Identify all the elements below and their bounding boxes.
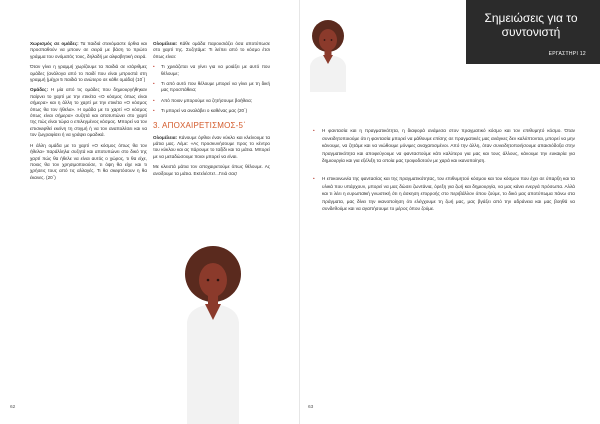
paragraph-line: Όταν γίνει η γραμμή χωρίζουμε τα παιδιά σε ισάριθμες ομάδες (ανάλογα από το παιδί που είναι μπροστά στη γραμμή (μέχρι 5 παιδιά το ανώτερο σε κάθε ομάδα) (10΄): [30, 64, 147, 83]
list-item: • Τι μπορεί να αναλάβει ο καθένας μας (20΄): [153, 108, 270, 114]
question-list: [153, 64, 270, 114]
closing-paragraph: Ολομέλεια: Κάνουμε όρθιοι έναν κύκλο και κλείνουμε τα μάτια μας. Λέμε: «Ας προσκυνήσουμε προς το κέντρο του κύκλου και ας πάρουμε το ταξίδι και τα μάτια. Μπορεί με να μεταδώσουμε ποιοι μπορεί να είναι.: [153, 134, 270, 159]
list-item: • Τι χρειάζεται να γίνει για να μοιάζει με αυτό που θέλουμε;: [153, 64, 270, 77]
closing-paragraph-2: Με κλειστά μάτια τον αποχαιρετούμε όπως θέλουμε. Ας ανοίξουμε τα μάτια. Εκτελέστε!...Γειά σας!: [153, 164, 270, 176]
page-number-left: 62: [10, 405, 16, 410]
paragraph-other-group: Η άλλη ομάδα με το χαρτί «Ο κόσμος όπως θα τον ήθελα» παράλληλα συζητά και αποτυπώνει στο δικό της χαρτί πώς θα ήθελε να είναι αυτός ο χώρος, τι θα είχε, ποιος θα τον χρησιμοποιούσε, τι όψη θα είχε και τι χρήσεις τους από τις αλλαγές. Τι θα σκεφτόσουν η θα έκανες. (20΄): [30, 142, 147, 180]
list-item: • Από ποιον μπορούμε να ζητήσουμε βοήθεια;: [153, 98, 270, 104]
person-illustration: [306, 16, 350, 92]
list-item: • Τι από αυτό που θέλουμε μπορεί να γίνει με τη δική μας προσπάθεια;: [153, 81, 270, 94]
workshop-label: ΕΡΓΑΣΤΗΡΙ 12: [548, 51, 586, 57]
notes-list: [313, 127, 575, 213]
banner-title: Σημειώσεις για το συντονιστή: [484, 11, 578, 39]
page-number-right: 63: [308, 405, 314, 410]
right-notes-column: [313, 127, 575, 223]
paragraph-grouping: Χωρισμός σε ομάδες: Τα παιδιά στεκόμαστε όρθια και προσπαθούν να μπουν σε σειρά με βάση το πρώτο γράμμα του ονόματός τους, δηλαδή με αλφαβητική σειρά.: [30, 41, 147, 59]
left-column-2: [153, 41, 270, 181]
page-gutter: [299, 0, 300, 424]
person-illustration: [177, 240, 249, 424]
list-item: • Η επικοινωνία της φαντασίας και της πραγματικότητας, του επιθυμητού κόσμου και του κόσμου που έχει σε ύπαρξη και τα υλικά που υπάρχουν, μπορεί να μας δώσει ζωντάνια, όρεξη για ζωή και δημιουργία, να μας κάνει ενεργά πρόσωπα. Αλλά και τι λέει η ευρωπαϊκή γνωστική ότι η άσκηση επιρροής στο περιβάλλον όπου ζούμε, το δικό μας αποτύπωμα πάνω στα πράγματα, μας δίνει την ικανοποίηση ότι ελέγχουμε τη ζωή μας, μας βγάζει από την αδράνεια και μας βοηθά να συνδεθούμε και να αγαπήσουμε το μέρος όπου ζούμε.: [313, 175, 575, 213]
list-item: • Η φαντασία και η πραγματικότητα, η διαφορά ανάμεσα στον πραγματικό κόσμο και τον επιθυμητό κόσμο. Όταν συνειδητοποιούμε ότι η φαντασία μπορεί να μάθουμε επίσης σε πραγματικές μας ανάγκες δεν καλύπτονται, μπορεί να μην κάνουμε, να ζητάμε και να νιώθουμε μόνιμες αναχαιτισμένοι. Από την άλλη, όταν συνειδητοποιήσουμε απαισιόδοξα στην πραγματικότητα και αποφεύγουμε να φανταστούμε κάτι καλύτερο για μας και τους άλλους, κάνουμε την ευκαιρία για δημιουργία και για εξέλιξη τα οποία μας τροφοδοτούν με χαρά και ικανοποίηση.: [313, 127, 575, 165]
paragraph-groups: Ομάδες: Η μία από τις ομάδες που δημιουργήθηκαν παίρνει το χαρτί με την ετικέτα «Ο κόσμος όπως είναι σήμερα» και η άλλη το χαρτί με την ετικέτα «Ο κόσμος όπως θα τον ήθελα». Η ομάδα με το χαρτί «Ο κόσμος όπως είναι σήμερα» συζητά και αποτυπώνει στο χαρτί της πώς είναι τώρα ο επιλεγμένος κόσμος. Μπορεί να τον επισκεφθεί εκείνη τη στιγμή ή να τον αναπολέσει και να τον ζωγραφίσει ή να γράψει ομαδικά.: [30, 87, 147, 138]
left-column-1: [30, 41, 147, 185]
section-heading: 3. ΑΠΟΧΑΙΡΕΤΙΣΜΟΣ-5΄: [153, 120, 247, 130]
plenary-intro: Ολομέλεια: Κάθε ομάδα παρουσιάζει όσα αποτύπωσε στο χαρτί της. Συζητάμε: Τι λείπει από το κόσμο έτσι όπως είναι:: [153, 41, 270, 59]
